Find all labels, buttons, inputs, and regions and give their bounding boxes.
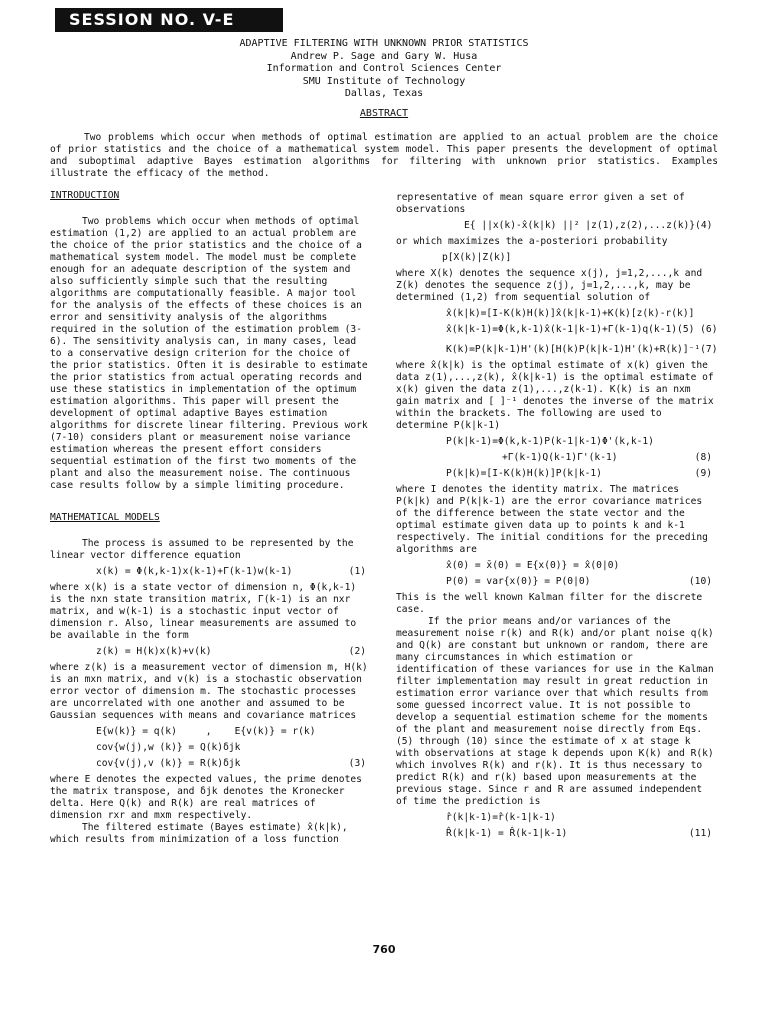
right-paragraph-4: where x̂(k|k) is the optimal estimate of x(k) given the data z(1),...,z(k), x̂(k|k-1) is the optimal estimate of x(k) given the data z(1),...,z(k-1). K(k) is an nxm gain matrix and [ ]⁻¹ denotes the inverse of the matrix within the brackets. The following are used to determine P(k|k-1) [396, 360, 714, 431]
equation-3c: cov{v(j),v (k)} = R(k)δjk (3) [96, 758, 366, 769]
paper-title: ADAPTIVE FILTERING WITH UNKNOWN PRIOR STATISTICS [239, 38, 529, 49]
equation-5: x̂(k|k)=[I-K(k)H(k)]x̂(k|k-1)+K(k)[z(k)-r(k)] [446, 308, 695, 319]
models-paragraph-3: where z(k) is a measurement vector of dimension m, H(k) is an mxn matrix, and v(k) is a stochastic observation error vector of dimension m. The stochastic processes are uncorrelated with one another and assumed to be Gaussian sequences with means and covariance matrices [50, 662, 368, 721]
right-paragraph-7: If the prior means and/or variances of the measurement noise r(k) and R(k) and/or plant noise q(k) and Q(k) are constant but unknown or random, there are many circumstances in which estimation or identification of these variances for use in the Kalman filter implementation may result in great reduction in estimation error variance over that which results from some guessed incorrect value. It is not possible to develop a sequential estimation scheme for the moments of the plant and measurement noise directly from Eqs. (5) through (10) since the estimate of x at stage k with observations at stage k depends upon K(k) and R(k) which involves R(k) and r(k). It is thus necessary to predict R(k) and r(k) based upon measurements at the previous stage. Since r and R are assumed independent of time the prediction is [396, 616, 714, 807]
models-paragraph-4: where E denotes the expected values, the prime denotes the matrix transpose, and δjk denotes the Kronecker delta. Here Q(k) and R(k) are real matrices of dimension rxr and mxm respectively. [50, 774, 362, 821]
equation-2: z(k) = H(k)x(k)+v(k) (2) [96, 646, 366, 657]
equation-6: x̂(k|k-1)=Φ(k,k-1)x̂(k-1|k-1)+Γ(k-1)q(k-1) (5) (6) [446, 324, 718, 335]
equation-10a: x̂(0) = x̄(0) = E{x(0)} = x̂(0|0) [446, 560, 620, 571]
equation-3b: cov{w(j),w (k)} = Q(k)δjk [96, 742, 241, 753]
equation-4: E{ ||x(k)-x̂(k|k) ||² |z(1),z(2),...z(k)} (4) [464, 220, 713, 231]
models-paragraph-1: The process is assumed to be represented by the linear vector difference equation [50, 538, 354, 561]
page-number: 760 [372, 943, 396, 956]
equation-1: x(k) = Φ(k,k-1)x(k-1)+Γ(k-1)w(k-1) (1) [96, 566, 366, 577]
right-paragraph-3: where X(k) denotes the sequence x(j), j=1,2,...,k and Z(k) denotes the sequence z(j), j=1,2,...,k, may be determined (1,2) from sequential solution of [396, 268, 703, 303]
equation-4b: p[X(k)|Z(k)] [442, 252, 512, 263]
models-paragraph-2: where x(k) is a state vector of dimension n, Φ(k,k-1) is the nxn state transition matrix, Γ(k-1) is an nxr matrix, and w(k-1) is a stochastic input vector of dimension r. Also, linear measurements are assumed to be available in the form [50, 582, 357, 641]
affiliation-2: SMU Institute of Technology [302, 75, 466, 87]
city: Dallas, Texas [344, 88, 424, 99]
equation-11a: r̂(k|k-1)=r̂(k-1|k-1) [446, 812, 556, 823]
intro-paragraph: Two problems which occur when methods of optimal estimation (1,2) are applied to an actual problem are the choice of the prior statistics and the choice of a mathematical system model. The model must be complete enough for an adequate description of the system and also sufficiently simple such that the resulting algorithms are computationally feasible. A major tool for the analysis of the effects of these choices is an error and sensitivity analysis of the algorithms required in the solution of the estimation problem (3-6). The sensitivity analysis can, in many cases, lead to a conservative design criterion for the choice of the prior statistics. Often it is desirable to estimate the prior statistics from actual operating records and use these statistics in implementation of the optimum estimation algorithms. This paper will present the development of optimal adaptive Bayes estimation algorithms for discrete linear filtering. Previous work (7-10) considers plant or measurement noise variance estimation whereas the present effort considers sequential estimation of the first two moments of the plant and also the measurement noise. The continuous case results follow by a simple limiting procedure. [50, 216, 368, 491]
equation-7: K(k)=P(k|k-1)H'(k)[H(k)P(k|k-1)H'(k)+R(k)]⁻¹ (7) [446, 344, 718, 355]
equation-10b: P(0) = var{x(0)} = P(0|0) (10) [446, 576, 712, 587]
models-paragraph-5: The filtered estimate (Bayes estimate) x̂(k|k), which results from minimization of a loss function [50, 822, 348, 845]
right-paragraph-1: representative of mean square error given a set of observations [396, 192, 685, 215]
abstract-heading: ABSTRACT [359, 108, 409, 119]
abstract-text: Two problems which occur when methods of optimal estimation are applied to an actual problem are the choice of prior statistics and the choice of a mathematical system model. This paper presents the development of optimal and suboptimal adaptive Bayes estimation algorithms for filtering with unknown prior statistics. Examples illustrate the efficacy of the method. [50, 132, 718, 179]
paper-header [0, 38, 768, 101]
intro-heading: INTRODUCTION [50, 190, 120, 201]
equation-8b: +Γ(k-1)Q(k-1)Γ'(k-1) (8) [502, 452, 712, 463]
right-column [396, 192, 716, 844]
equation-8a: P(k|k-1)=Φ(k,k-1)P(k-1|k-1)Φ'(k,k-1) [446, 436, 654, 447]
left-column [50, 190, 370, 846]
affiliation-1: Information and Control Sciences Center [266, 63, 502, 74]
session-banner: SESSION NO. V-E [55, 8, 283, 32]
authors: Andrew P. Sage and Gary W. Husa [290, 50, 478, 62]
right-paragraph-5: where I denotes the identity matrix. The matrices P(k|k) and P(k|k-1) are the error covariance matrices of the difference between the state vector and the optimal estimate given data up to points k and k-1 respectively. The initial conditions for the preceding algorithms are [396, 484, 708, 555]
equation-11b: R̂(k|k-1) = R̂(k-1|k-1) (11) [446, 828, 712, 839]
equation-3a: E{w(k)} = q(k) , E{v(k)} = r(k) [96, 726, 316, 737]
right-paragraph-6: This is the well known Kalman filter for the discrete case. [396, 592, 703, 615]
equation-9: P(k|k)=[I-K(k)H(k)]P(k|k-1) (9) [446, 468, 712, 479]
models-heading: MATHEMATICAL MODELS [50, 512, 160, 523]
right-paragraph-2: or which maximizes the a-posteriori probability [396, 236, 668, 247]
